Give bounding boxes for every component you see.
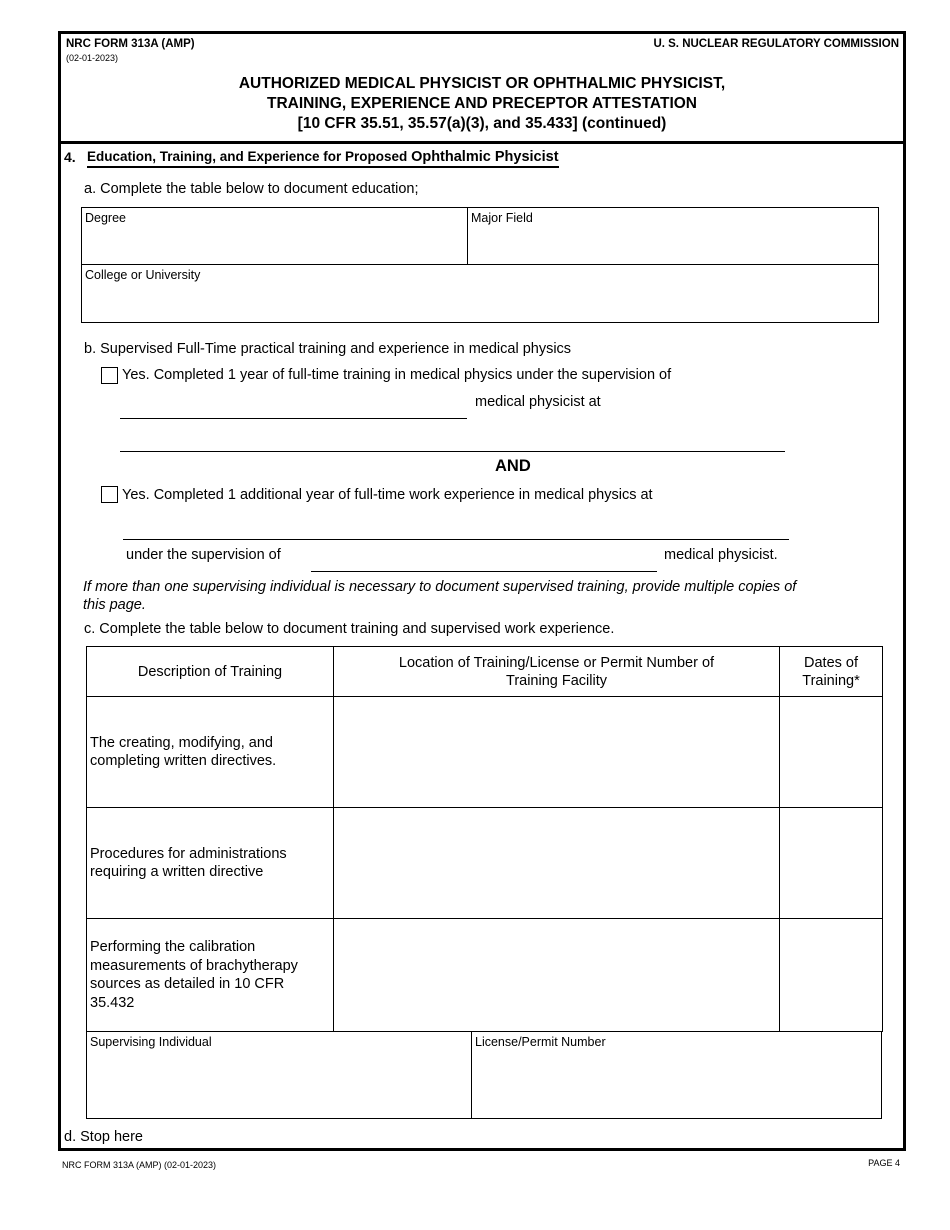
section-title — [87, 149, 559, 168]
and-label: AND — [495, 457, 531, 475]
training-table — [86, 646, 883, 1032]
option1-label: Yes. Completed 1 year of full-time training in medical physics under the supervision of — [122, 367, 672, 383]
agency-name: U. S. NUCLEAR REGULATORY COMMISSION — [653, 38, 899, 50]
page-number: PAGE 4 — [868, 1158, 900, 1168]
item-d-instruction: d. Stop here — [64, 1129, 143, 1145]
degree-label: Degree — [85, 211, 126, 225]
form-title-line-3: [10 CFR 35.51, 35.57(a)(3), and 35.433] (continued) — [297, 115, 667, 132]
col-dates-header: Dates of Training* — [780, 647, 883, 697]
multiple-copies-note: If more than one supervising individual is necessary to document supervised training, provide multiple copies of this page. — [83, 579, 797, 613]
work-location-line[interactable] — [123, 539, 789, 540]
education-table — [81, 207, 879, 323]
college-field[interactable] — [82, 265, 878, 322]
item-c-instruction: c. Complete the table below to document training and supervised work experience. — [84, 621, 615, 637]
license-number-field[interactable] — [472, 1032, 881, 1118]
supervisor-name-line[interactable] — [120, 418, 467, 419]
row-location-cell[interactable] — [334, 808, 780, 919]
medical-physicist-end-label: medical physicist. — [664, 547, 778, 563]
section-title-prefix: Education, Training, and Experience for Proposed — [87, 149, 412, 164]
option2-checkbox[interactable] — [101, 486, 118, 503]
training-location-line[interactable] — [120, 451, 785, 452]
supervisor-table — [86, 1031, 882, 1119]
table-row — [87, 919, 883, 1032]
supervising-individual-field[interactable] — [87, 1032, 471, 1118]
form-id: NRC FORM 313A (AMP) — [66, 38, 195, 50]
major-label: Major Field — [471, 211, 533, 225]
medical-physicist-at-label: medical physicist at — [475, 394, 601, 410]
row-location-cell[interactable] — [334, 697, 780, 808]
row-dates-cell[interactable] — [780, 919, 883, 1032]
table-row — [87, 697, 883, 808]
supervisor2-name-line[interactable] — [311, 571, 657, 572]
option2-label: Yes. Completed 1 additional year of full-time work experience in medical physics at — [122, 487, 653, 503]
table-row — [87, 808, 883, 919]
item-a-instruction: a. Complete the table below to document education; — [84, 181, 419, 197]
training-table-header — [87, 647, 883, 697]
option1-checkbox[interactable] — [101, 367, 118, 384]
header-divider — [58, 141, 906, 144]
section-number: 4. — [64, 149, 76, 165]
row-description: Procedures for administrations requiring a written directive — [87, 808, 334, 919]
form-title-line-2: TRAINING, EXPERIENCE AND PRECEPTOR ATTESTATION — [266, 95, 697, 112]
row-dates-cell[interactable] — [780, 808, 883, 919]
item-b-instruction: b. Supervised Full-Time practical training and experience in medical physics — [84, 341, 572, 357]
section-title-emphasis: Ophthalmic Physicist — [411, 149, 559, 165]
degree-field[interactable] — [82, 208, 467, 264]
col-description-header: Description of Training — [87, 647, 334, 697]
row-description: Performing the calibration measurements of brachytherapy sources as detailed in 10 CFR 35.432 — [87, 919, 334, 1032]
row-location-cell[interactable] — [334, 919, 780, 1032]
under-supervision-label: under the supervision of — [126, 547, 281, 563]
row-description: The creating, modifying, and completing written directives. — [87, 697, 334, 808]
supervising-individual-label: Supervising Individual — [90, 1035, 212, 1049]
major-field[interactable] — [468, 208, 878, 264]
license-number-label: License/Permit Number — [475, 1035, 606, 1049]
form-title-line-1: AUTHORIZED MEDICAL PHYSICIST OR OPHTHALMIC PHYSICIST, — [238, 75, 726, 92]
footer-form-id: NRC FORM 313A (AMP) (02-01-2023) — [62, 1160, 217, 1170]
form-date: (02-01-2023) — [66, 53, 119, 63]
col-location-header: Location of Training/License or Permit Number of Training Facility — [334, 647, 780, 697]
row-dates-cell[interactable] — [780, 697, 883, 808]
college-label: College or University — [85, 268, 201, 282]
